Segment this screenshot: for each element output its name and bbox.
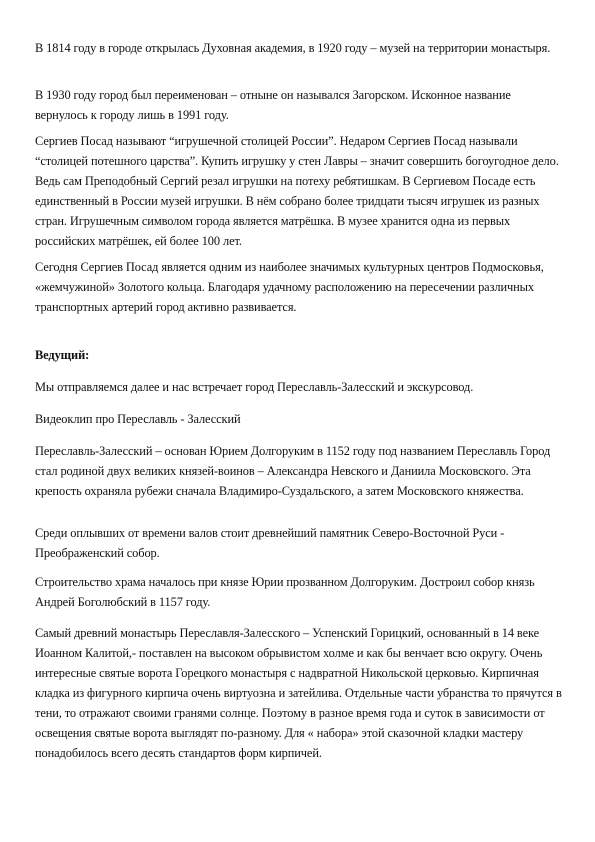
paragraph-videoclip: Видеоклип про Переславль - Залесский [35, 412, 241, 426]
paragraph-1930-rename: В 1930 году город был переименован – отныне он назывался Загорском. Исконное название вернулось к городу лишь в 1991 году. [35, 88, 511, 122]
paragraph-toy-capital: Сергиев Посад называют “игрушечной столицей России”. Недаром Сергиев Посад называли “столицей потешного царства”. Купить игрушку у стен Лавры – значит совершить богоугодное дело. Ведь сам Преподобный Сергий резал игрушки на потеху ребятишкам. В Сергиевом Посаде есть единственный в России музей игрушки. В нём собрано более тридцати тысяч игрушек из разных стран. Игрушечным символом города является матрёшка. В музее хранится одна из первых российских матрёшек, ей более 100 лет. [35, 134, 559, 248]
paragraph-cultural-center: Сегодня Сергиев Посад является одним из наиболее значимых культурных центров Подмосковья, «жемчужиной» Золотого кольца. Благодаря удачному расположению на пересечении различных транспортных артерий город активно развивается. [35, 260, 544, 314]
paragraph-temple-construction: Строительство храма началось при князе Юрии прозванном Долгоруким. Достроил собор князь Андрей Боголюбский в 1157 году. [35, 575, 535, 609]
paragraph-1914-academy: В 1814 году в городе открылась Духовная академия, в 1920 году – музей на территории монастыря. [35, 41, 551, 55]
paragraph-goritsky-monastery: Самый древний монастырь Переславля-Залесского – Успенский Горицкий, основанный в 14 веке Иоанном Калитой,- поставлен на высоком обрывистом холме и как бы венчает всю округу. Очень интересные святые ворота Горецкого монастыря с надвратной Никольской церковью. Кирпичная кладка из фигурного кирпича очень виртуозна и затейлива. Отдельные части убранства то прячутся в тени, то отражают своими гранями солнце. Поэтому в разное время года и суток в зависимости от освещения святые ворота выглядят по-разному. Для « набора» этой сказочной кладки мастеру понадобилось всего десять стандартов форм кирпичей. [35, 626, 562, 760]
presenter-heading [35, 345, 565, 365]
paragraph-transfiguration-cathedral: Среди оплывших от времени валов стоит древнейший памятник Северо-Восточной Руси - Преображенский собор. [35, 526, 505, 560]
paragraph-next-city: Мы отправляемся далее и нас встречает город Переславль-Залесский и экскурсовод. [35, 380, 474, 394]
paragraph-pereslavl-founded: Переславль-Залесский – основан Юрием Долгоруким в 1152 году под названием Переславль Город стал родиной двух великих князей-воинов – Александра Невского и Даниила Московского. Эта крепость охраняла рубежи сначала Владимиро-Суздальского, а затем Московского княжества. [35, 444, 551, 498]
presenter-heading-text: Ведущий: [35, 348, 90, 362]
